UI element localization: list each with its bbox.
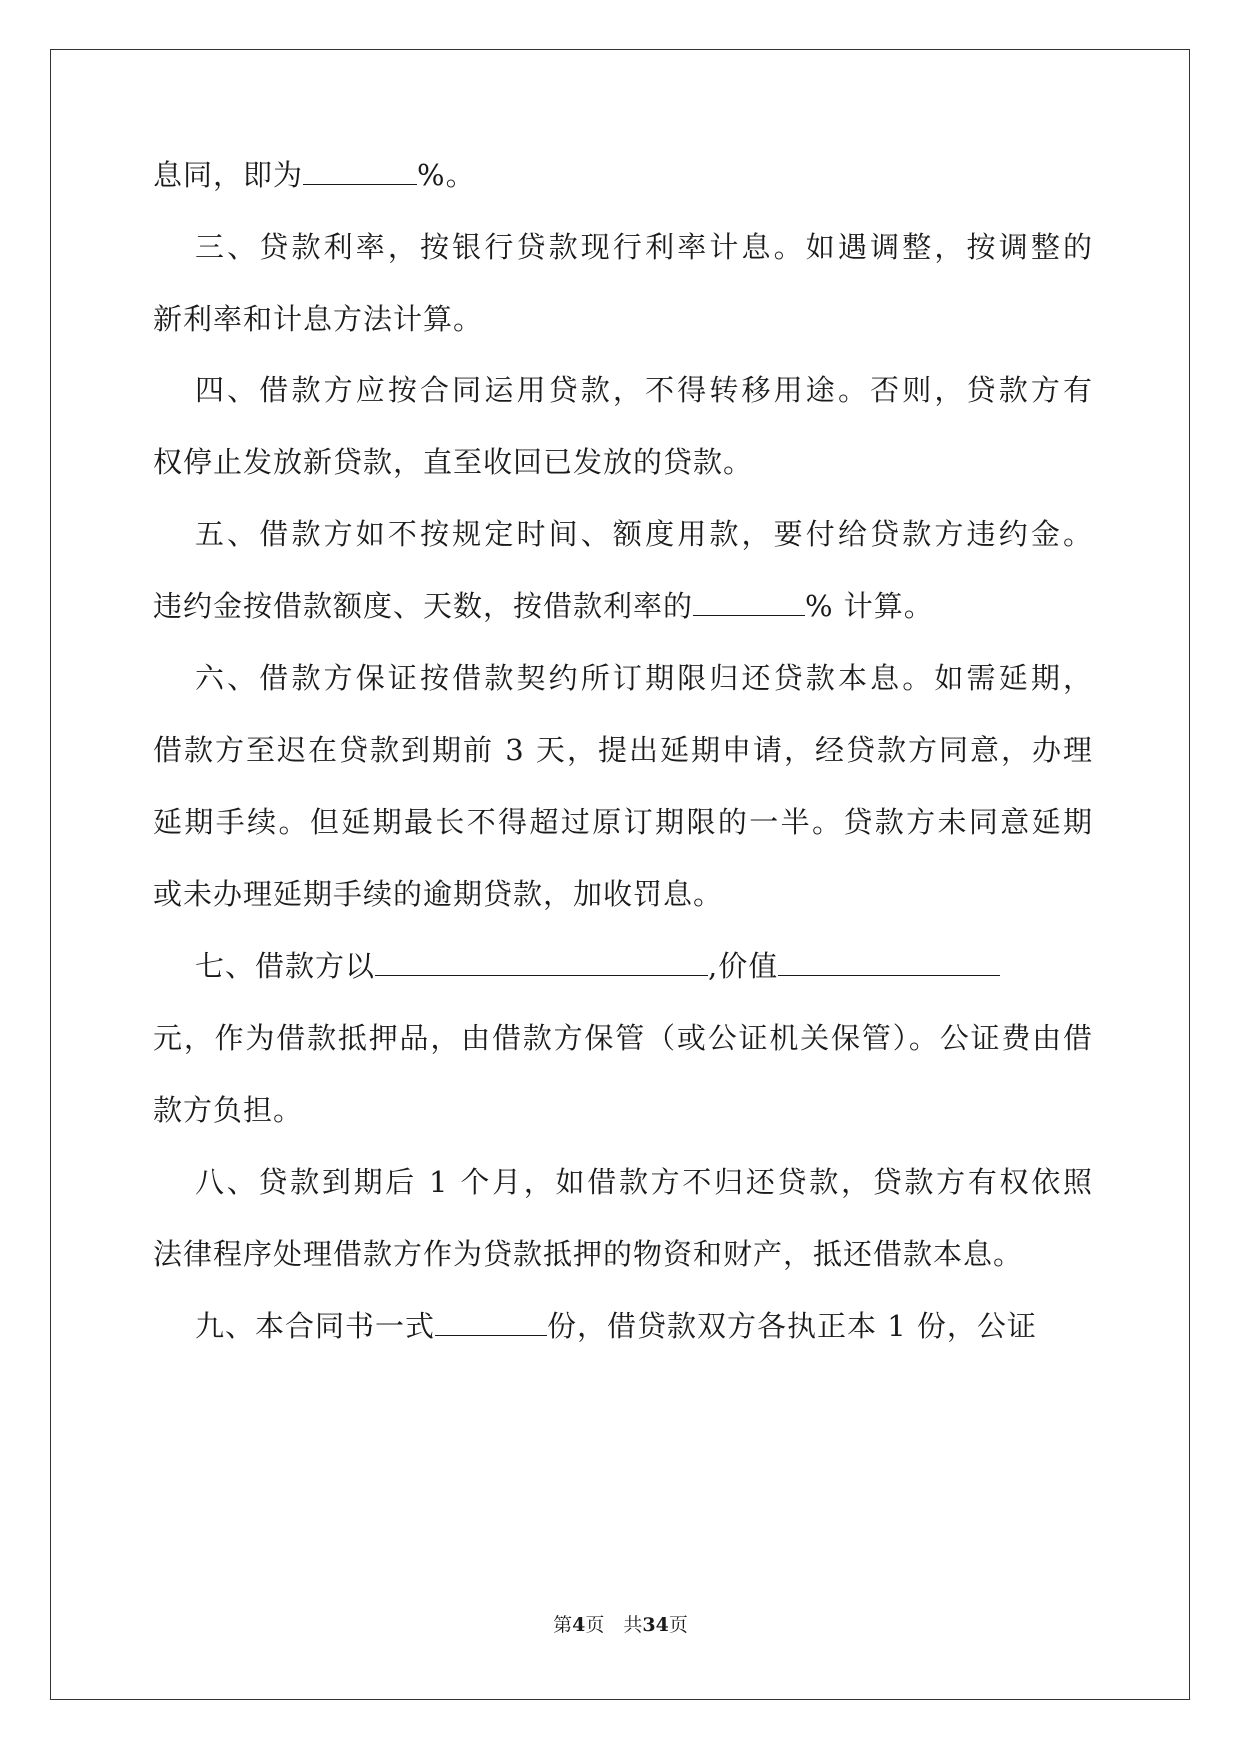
text-segment: 违约金按借款额度、天数，按借款利率的 [153, 589, 694, 623]
text-line [195, 1162, 1093, 1202]
text-segment: 六、借款方保证按借款契约所订期限归还贷款本息。如需延期， [195, 661, 1093, 695]
text-line [153, 155, 1093, 195]
text-segment: 四、借款方应按合同运用贷款，不得转移用途。否则，贷款方有 [195, 373, 1093, 407]
text-line [195, 227, 1093, 267]
text-segment: 元，作为借款抵押品，由借款方保管（或公证机关保管）。公证费由借 [153, 1021, 1093, 1055]
text-segment: 份，借贷款双方各执正本 1 份，公证 [547, 1309, 1037, 1343]
text-line [195, 658, 1093, 698]
text-line [153, 586, 1093, 626]
text-segment: 或未办理延期手续的逾期贷款，加收罚息。 [153, 877, 724, 911]
text-segment: 法律程序处理借款方作为贷款抵押的物资和财产，抵还借款本息。 [153, 1237, 1024, 1271]
text-segment: 新利率和计息方法计算。 [153, 302, 484, 336]
text-line [153, 1234, 1093, 1274]
text-segment: 款方负担。 [153, 1093, 304, 1127]
text-line [153, 874, 1093, 914]
text-line [153, 442, 1093, 482]
footer-suffix: 页 [668, 1614, 688, 1636]
text-segment: 权停止发放新贷款，直至收回已发放的贷款。 [153, 445, 754, 479]
text-segment: ,价值 [708, 949, 779, 983]
text-segment: 延期手续。但延期最长不得超过原订期限的一半。贷款方未同意延期 [153, 805, 1093, 839]
text-segment: 九、本合同书一式 [195, 1309, 436, 1343]
text-segment: % 计算。 [805, 589, 934, 623]
text-line [195, 946, 1093, 986]
fill-in-blank [435, 1309, 547, 1336]
text-line [195, 514, 1093, 554]
footer-prefix: 第 [553, 1614, 573, 1636]
text-segment: 息同，即为 [153, 158, 304, 192]
total-pages: 34 [642, 1614, 669, 1636]
page-footer [0, 1612, 1241, 1638]
fill-in-blank [693, 589, 805, 616]
text-line [153, 730, 1093, 770]
fill-in-blank [375, 949, 708, 976]
text-line [153, 802, 1093, 842]
text-line [153, 1018, 1093, 1058]
text-line [195, 1306, 1093, 1346]
text-segment: %。 [417, 158, 476, 192]
fill-in-blank [778, 949, 1000, 976]
text-segment: 八、贷款到期后 1 个月，如借款方不归还贷款，贷款方有权依照 [195, 1165, 1093, 1199]
page-number: 4 [572, 1614, 586, 1636]
footer-mid: 页 共 [585, 1614, 643, 1636]
fill-in-blank [303, 158, 417, 185]
text-line [153, 1090, 1093, 1130]
text-segment: 五、借款方如不按规定时间、额度用款，要付给贷款方违约金。 [195, 517, 1093, 551]
text-line [153, 299, 1093, 339]
text-line [195, 370, 1093, 410]
text-segment: 三、贷款利率，按银行贷款现行利率计息。如遇调整，按调整的 [195, 230, 1093, 264]
text-segment: 七、借款方以 [195, 949, 376, 983]
text-segment: 借款方至迟在贷款到期前 3 天，提出延期申请，经贷款方同意，办理 [153, 733, 1093, 767]
